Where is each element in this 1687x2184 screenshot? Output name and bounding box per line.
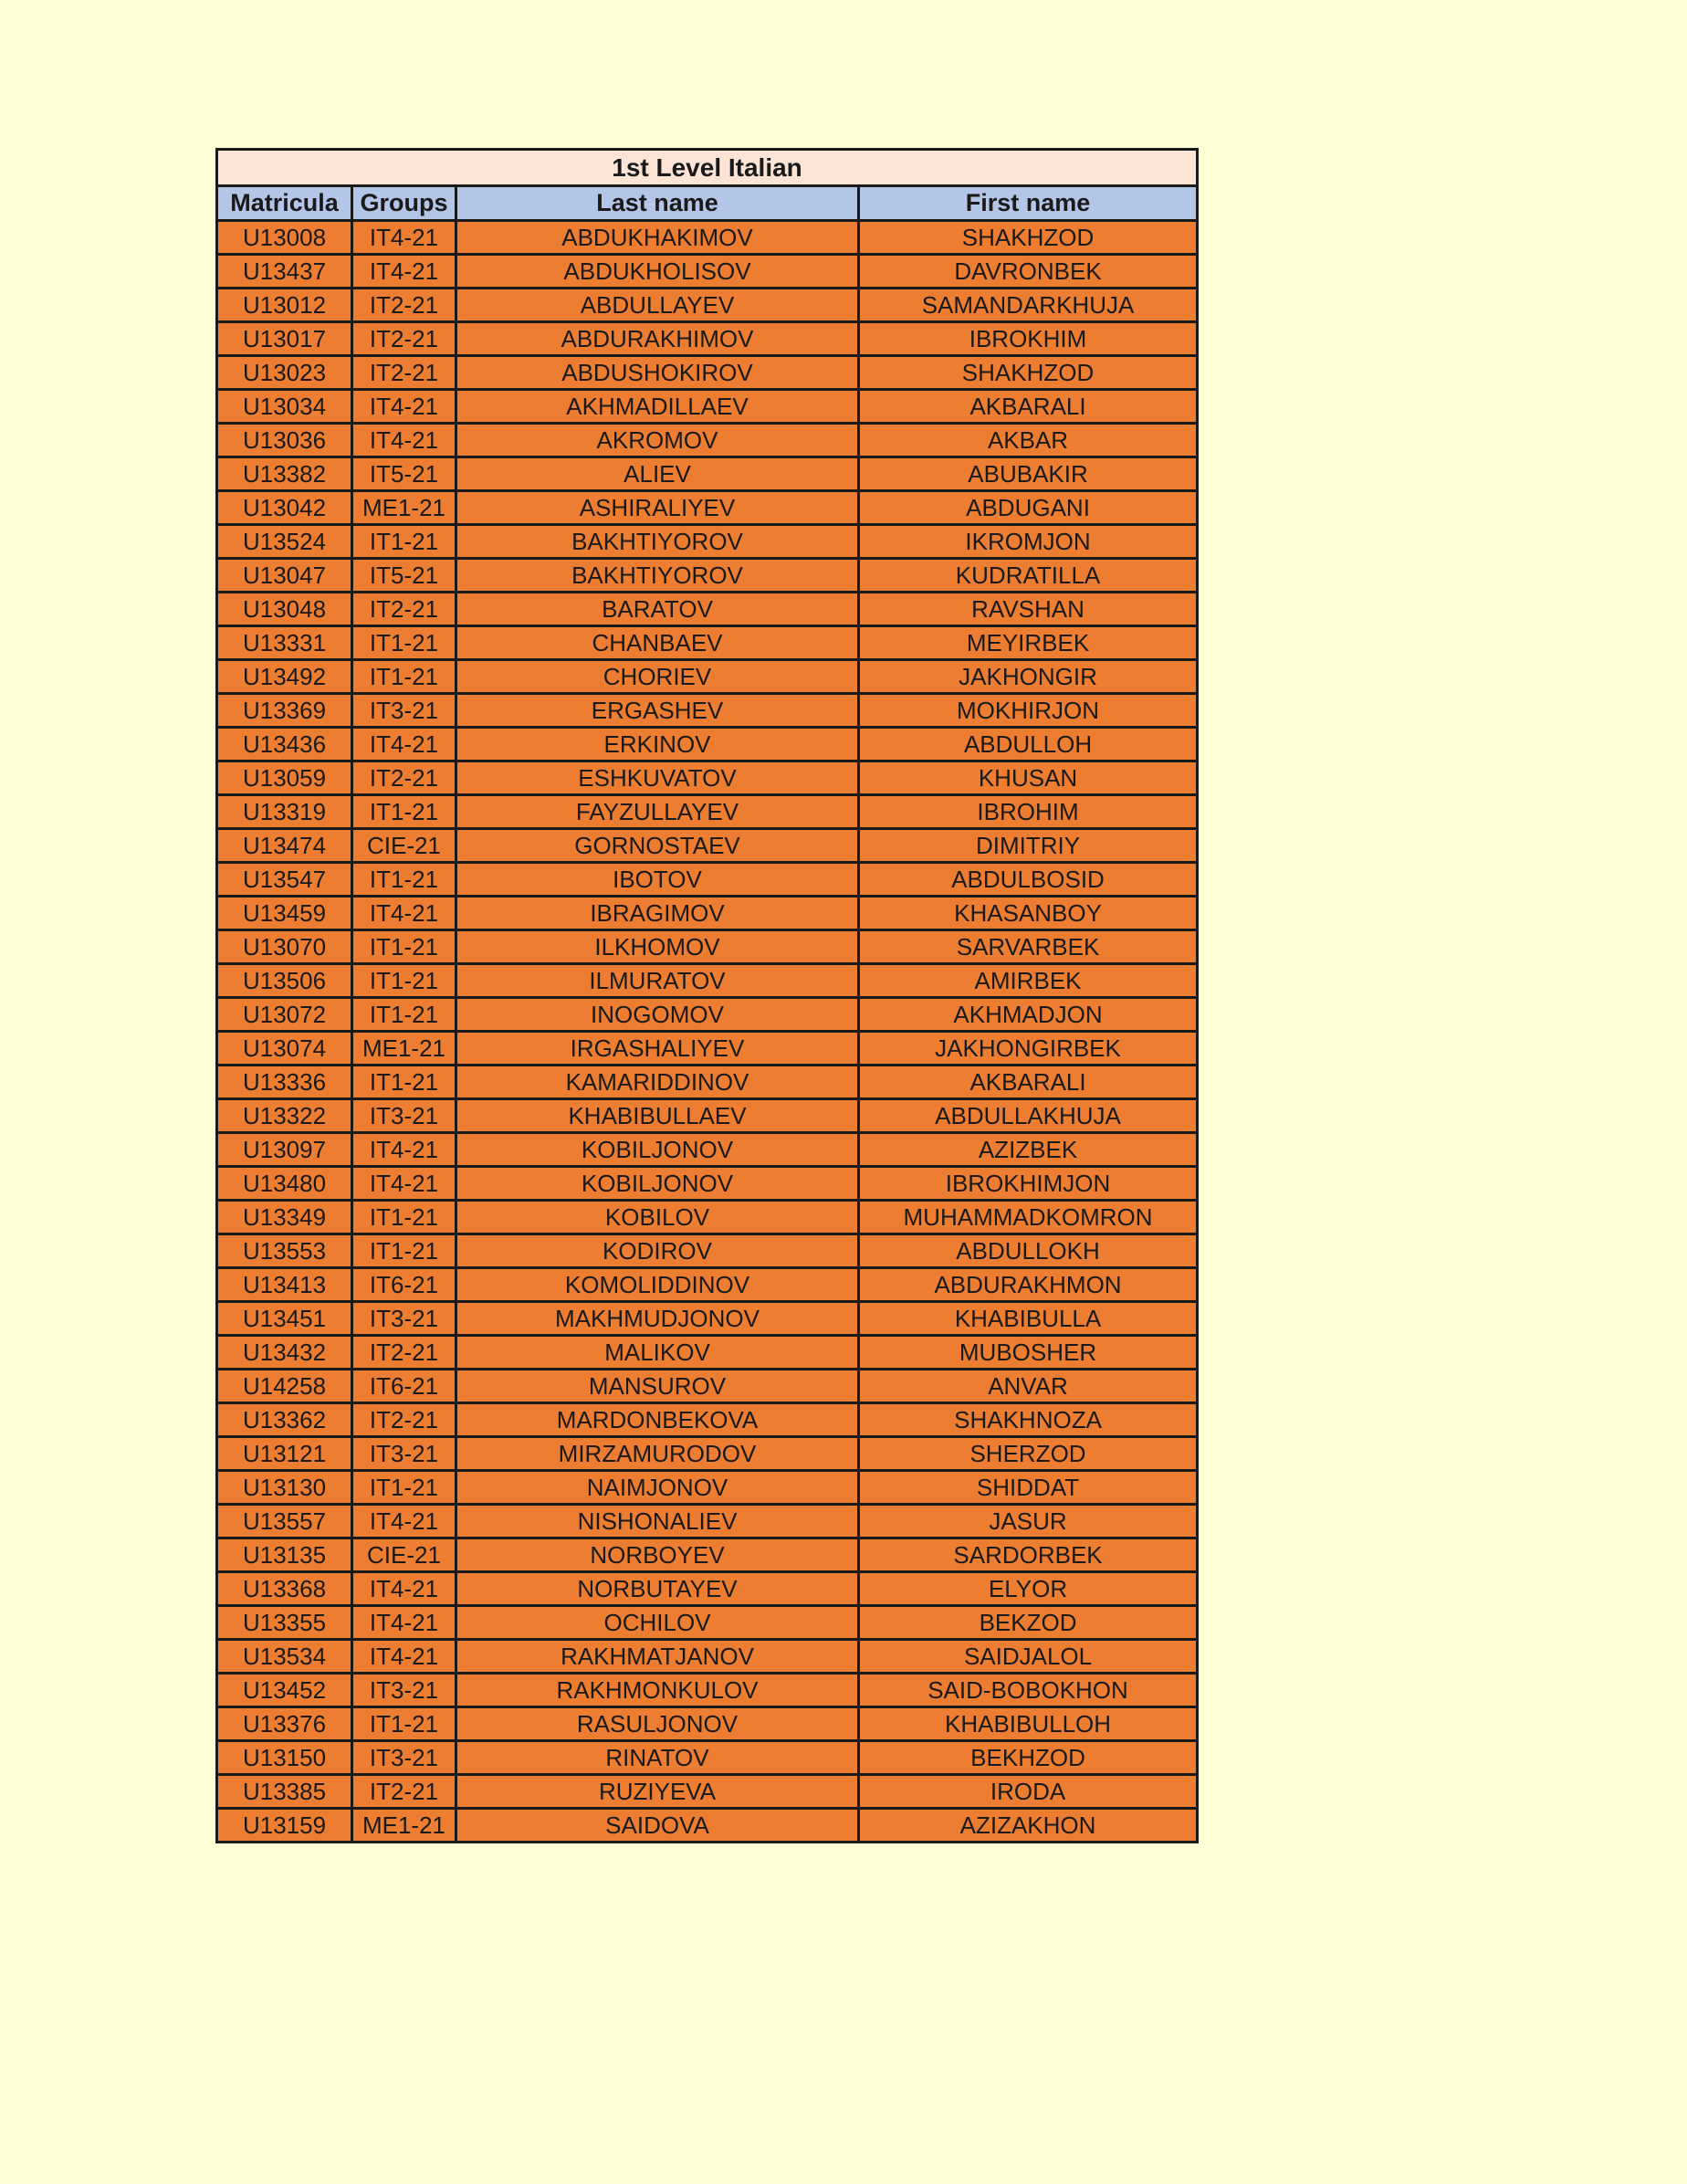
first-name-cell: IBROKHIM <box>859 322 1198 356</box>
table-row <box>217 1201 1198 1234</box>
first-name-cell: IKROMJON <box>859 525 1198 559</box>
group-cell: CIE-21 <box>352 1538 456 1572</box>
last-name-cell: ALIEV <box>456 457 859 491</box>
group-cell: IT3-21 <box>352 1741 456 1775</box>
first-name-cell: JASUR <box>859 1505 1198 1538</box>
last-name-cell: KODIROV <box>456 1234 859 1268</box>
table-row <box>217 1775 1198 1809</box>
table-row <box>217 289 1198 322</box>
table-row <box>217 1640 1198 1674</box>
group-cell: IT4-21 <box>352 897 456 930</box>
matricula-cell: U13436 <box>217 728 352 761</box>
matricula-cell: U13557 <box>217 1505 352 1538</box>
first-name-cell: SHIDDAT <box>859 1471 1198 1505</box>
last-name-cell: KOBILJONOV <box>456 1133 859 1167</box>
matricula-cell: U13012 <box>217 289 352 322</box>
last-name-cell: ILKHOMOV <box>456 930 859 964</box>
group-cell: IT1-21 <box>352 1201 456 1234</box>
first-name-cell: KHABIBULLA <box>859 1302 1198 1336</box>
group-cell: IT4-21 <box>352 255 456 289</box>
first-name-cell: ABDULLOH <box>859 728 1198 761</box>
last-name-cell: GORNOSTAEV <box>456 829 859 863</box>
first-name-cell: ABDUGANI <box>859 491 1198 525</box>
group-cell: IT4-21 <box>352 1133 456 1167</box>
first-name-cell: ABUBAKIR <box>859 457 1198 491</box>
table-row <box>217 1099 1198 1133</box>
last-name-cell: NAIMJONOV <box>456 1471 859 1505</box>
first-name-cell: IBROHIM <box>859 795 1198 829</box>
matricula-cell: U13042 <box>217 491 352 525</box>
table-row <box>217 930 1198 964</box>
column-header-groups: Groups <box>352 186 456 221</box>
last-name-cell: MALIKOV <box>456 1336 859 1370</box>
first-name-cell: BEKZOD <box>859 1606 1198 1640</box>
last-name-cell: ABDULLAYEV <box>456 289 859 322</box>
table-row <box>217 1133 1198 1167</box>
student-table <box>215 148 1199 1843</box>
matricula-cell: U13047 <box>217 559 352 593</box>
table-row <box>217 1268 1198 1302</box>
first-name-cell: AKBAR <box>859 424 1198 457</box>
group-cell: IT4-21 <box>352 1505 456 1538</box>
last-name-cell: AKHMADILLAEV <box>456 390 859 424</box>
group-cell: IT3-21 <box>352 1674 456 1707</box>
last-name-cell: IBRAGIMOV <box>456 897 859 930</box>
first-name-cell: SHERZOD <box>859 1437 1198 1471</box>
first-name-cell: SHAKHNOZA <box>859 1403 1198 1437</box>
group-cell: IT4-21 <box>352 1640 456 1674</box>
group-cell: IT4-21 <box>352 1572 456 1606</box>
first-name-cell: RAVSHAN <box>859 593 1198 626</box>
first-name-cell: IRODA <box>859 1775 1198 1809</box>
table-row <box>217 424 1198 457</box>
group-cell: IT4-21 <box>352 221 456 255</box>
last-name-cell: OCHILOV <box>456 1606 859 1640</box>
table-header-row <box>217 186 1198 221</box>
table-row <box>217 390 1198 424</box>
group-cell: IT1-21 <box>352 964 456 998</box>
last-name-cell: ABDUSHOKIROV <box>456 356 859 390</box>
column-header-first-name: First name <box>859 186 1198 221</box>
group-cell: IT4-21 <box>352 390 456 424</box>
table-title: 1st Level Italian <box>217 150 1198 186</box>
last-name-cell: RAKHMONKULOV <box>456 1674 859 1707</box>
first-name-cell: AMIRBEK <box>859 964 1198 998</box>
first-name-cell: SAMANDARKHUJA <box>859 289 1198 322</box>
first-name-cell: SAIDJALOL <box>859 1640 1198 1674</box>
group-cell: IT3-21 <box>352 1437 456 1471</box>
last-name-cell: SAIDOVA <box>456 1809 859 1843</box>
table-row <box>217 356 1198 390</box>
group-cell: IT2-21 <box>352 356 456 390</box>
last-name-cell: RUZIYEVA <box>456 1775 859 1809</box>
first-name-cell: AKBARALI <box>859 1066 1198 1099</box>
last-name-cell: ESHKUVATOV <box>456 761 859 795</box>
group-cell: IT1-21 <box>352 863 456 897</box>
last-name-cell: CHANBAEV <box>456 626 859 660</box>
first-name-cell: SARDORBEK <box>859 1538 1198 1572</box>
table-row <box>217 1437 1198 1471</box>
group-cell: IT1-21 <box>352 1234 456 1268</box>
matricula-cell: U13074 <box>217 1032 352 1066</box>
first-name-cell: ABDULLAKHUJA <box>859 1099 1198 1133</box>
matricula-cell: U13322 <box>217 1099 352 1133</box>
first-name-cell: KUDRATILLA <box>859 559 1198 593</box>
matricula-cell: U13121 <box>217 1437 352 1471</box>
first-name-cell: AKHMADJON <box>859 998 1198 1032</box>
first-name-cell: SAID-BOBOKHON <box>859 1674 1198 1707</box>
first-name-cell: JAKHONGIRBEK <box>859 1032 1198 1066</box>
matricula-cell: U13034 <box>217 390 352 424</box>
matricula-cell: U13349 <box>217 1201 352 1234</box>
matricula-cell: U13451 <box>217 1302 352 1336</box>
last-name-cell: ERGASHEV <box>456 694 859 728</box>
last-name-cell: NORBOYEV <box>456 1538 859 1572</box>
matricula-cell: U13036 <box>217 424 352 457</box>
table-row <box>217 1234 1198 1268</box>
table-row <box>217 1403 1198 1437</box>
table-row <box>217 1809 1198 1843</box>
group-cell: IT4-21 <box>352 424 456 457</box>
first-name-cell: AZIZAKHON <box>859 1809 1198 1843</box>
first-name-cell: JAKHONGIR <box>859 660 1198 694</box>
table-row <box>217 1302 1198 1336</box>
last-name-cell: RASULJONOV <box>456 1707 859 1741</box>
group-cell: IT4-21 <box>352 728 456 761</box>
group-cell: IT2-21 <box>352 1336 456 1370</box>
table-row <box>217 1572 1198 1606</box>
matricula-cell: U13385 <box>217 1775 352 1809</box>
last-name-cell: RINATOV <box>456 1741 859 1775</box>
matricula-cell: U13369 <box>217 694 352 728</box>
group-cell: IT2-21 <box>352 593 456 626</box>
table-row <box>217 998 1198 1032</box>
table-body <box>217 221 1198 1843</box>
matricula-cell: U13553 <box>217 1234 352 1268</box>
column-header-last-name: Last name <box>456 186 859 221</box>
matricula-cell: U13547 <box>217 863 352 897</box>
table-row <box>217 897 1198 930</box>
table-title-row <box>217 150 1198 186</box>
table-row <box>217 491 1198 525</box>
table-row <box>217 1674 1198 1707</box>
group-cell: IT4-21 <box>352 1606 456 1640</box>
last-name-cell: MANSUROV <box>456 1370 859 1403</box>
group-cell: IT2-21 <box>352 289 456 322</box>
column-header-matricula: Matricula <box>217 186 352 221</box>
first-name-cell: KHABIBULLOH <box>859 1707 1198 1741</box>
table-row <box>217 795 1198 829</box>
matricula-cell: U13437 <box>217 255 352 289</box>
table-row <box>217 1032 1198 1066</box>
matricula-cell: U13474 <box>217 829 352 863</box>
group-cell: IT6-21 <box>352 1370 456 1403</box>
matricula-cell: U13319 <box>217 795 352 829</box>
first-name-cell: SARVARBEK <box>859 930 1198 964</box>
table-row <box>217 1066 1198 1099</box>
last-name-cell: MARDONBEKOVA <box>456 1403 859 1437</box>
matricula-cell: U13023 <box>217 356 352 390</box>
last-name-cell: IBOTOV <box>456 863 859 897</box>
table-row <box>217 964 1198 998</box>
group-cell: IT1-21 <box>352 1066 456 1099</box>
last-name-cell: NORBUTAYEV <box>456 1572 859 1606</box>
group-cell: IT1-21 <box>352 998 456 1032</box>
last-name-cell: KOBILJONOV <box>456 1167 859 1201</box>
table-row <box>217 1167 1198 1201</box>
matricula-cell: U13355 <box>217 1606 352 1640</box>
last-name-cell: KHABIBULLAEV <box>456 1099 859 1133</box>
matricula-cell: U13059 <box>217 761 352 795</box>
table-row <box>217 1538 1198 1572</box>
last-name-cell: KOMOLIDDINOV <box>456 1268 859 1302</box>
table-row <box>217 626 1198 660</box>
last-name-cell: BAKHTIYOROV <box>456 525 859 559</box>
group-cell: IT1-21 <box>352 626 456 660</box>
table-row <box>217 863 1198 897</box>
last-name-cell: ASHIRALIYEV <box>456 491 859 525</box>
last-name-cell: BARATOV <box>456 593 859 626</box>
matricula-cell: U13362 <box>217 1403 352 1437</box>
matricula-cell: U13382 <box>217 457 352 491</box>
group-cell: IT2-21 <box>352 1403 456 1437</box>
matricula-cell: U13534 <box>217 1640 352 1674</box>
last-name-cell: MAKHMUDJONOV <box>456 1302 859 1336</box>
last-name-cell: ABDURAKHIMOV <box>456 322 859 356</box>
first-name-cell: BEKHZOD <box>859 1741 1198 1775</box>
matricula-cell: U13368 <box>217 1572 352 1606</box>
matricula-cell: U13452 <box>217 1674 352 1707</box>
matricula-cell: U13524 <box>217 525 352 559</box>
table-row <box>217 660 1198 694</box>
table-row <box>217 1741 1198 1775</box>
matricula-cell: U13413 <box>217 1268 352 1302</box>
group-cell: IT1-21 <box>352 930 456 964</box>
first-name-cell: KHUSAN <box>859 761 1198 795</box>
last-name-cell: CHORIEV <box>456 660 859 694</box>
matricula-cell: U13459 <box>217 897 352 930</box>
last-name-cell: ERKINOV <box>456 728 859 761</box>
last-name-cell: ABDUKHAKIMOV <box>456 221 859 255</box>
matricula-cell: U13135 <box>217 1538 352 1572</box>
group-cell: IT3-21 <box>352 1099 456 1133</box>
group-cell: IT6-21 <box>352 1268 456 1302</box>
group-cell: ME1-21 <box>352 491 456 525</box>
group-cell: IT3-21 <box>352 694 456 728</box>
last-name-cell: ILMURATOV <box>456 964 859 998</box>
last-name-cell: KAMARIDDINOV <box>456 1066 859 1099</box>
table-row <box>217 1707 1198 1741</box>
first-name-cell: KHASANBOY <box>859 897 1198 930</box>
group-cell: IT1-21 <box>352 795 456 829</box>
first-name-cell: MUHAMMADKOMRON <box>859 1201 1198 1234</box>
first-name-cell: ABDULBOSID <box>859 863 1198 897</box>
first-name-cell: ABDULLOKH <box>859 1234 1198 1268</box>
matricula-cell: U13072 <box>217 998 352 1032</box>
last-name-cell: NISHONALIEV <box>456 1505 859 1538</box>
last-name-cell: FAYZULLAYEV <box>456 795 859 829</box>
last-name-cell: MIRZAMURODOV <box>456 1437 859 1471</box>
group-cell: CIE-21 <box>352 829 456 863</box>
matricula-cell: U13150 <box>217 1741 352 1775</box>
matricula-cell: U13017 <box>217 322 352 356</box>
table-row <box>217 1370 1198 1403</box>
group-cell: IT1-21 <box>352 660 456 694</box>
matricula-cell: U13506 <box>217 964 352 998</box>
last-name-cell: AKROMOV <box>456 424 859 457</box>
table-row <box>217 1471 1198 1505</box>
first-name-cell: DIMITRIY <box>859 829 1198 863</box>
first-name-cell: IBROKHIMJON <box>859 1167 1198 1201</box>
matricula-cell: U13331 <box>217 626 352 660</box>
matricula-cell: U13376 <box>217 1707 352 1741</box>
first-name-cell: ABDURAKHMON <box>859 1268 1198 1302</box>
group-cell: IT2-21 <box>352 1775 456 1809</box>
last-name-cell: INOGOMOV <box>456 998 859 1032</box>
first-name-cell: MOKHIRJON <box>859 694 1198 728</box>
first-name-cell: DAVRONBEK <box>859 255 1198 289</box>
matricula-cell: U13159 <box>217 1809 352 1843</box>
table-row <box>217 1336 1198 1370</box>
group-cell: ME1-21 <box>352 1032 456 1066</box>
group-cell: IT2-21 <box>352 761 456 795</box>
matricula-cell: U13008 <box>217 221 352 255</box>
matricula-cell: U13130 <box>217 1471 352 1505</box>
table-row <box>217 1606 1198 1640</box>
last-name-cell: ABDUKHOLISOV <box>456 255 859 289</box>
group-cell: ME1-21 <box>352 1809 456 1843</box>
first-name-cell: ANVAR <box>859 1370 1198 1403</box>
first-name-cell: AKBARALI <box>859 390 1198 424</box>
group-cell: IT2-21 <box>352 322 456 356</box>
matricula-cell: U13070 <box>217 930 352 964</box>
first-name-cell: MEYIRBEK <box>859 626 1198 660</box>
matricula-cell: U14258 <box>217 1370 352 1403</box>
table-row <box>217 829 1198 863</box>
table-row <box>217 457 1198 491</box>
table-row <box>217 593 1198 626</box>
first-name-cell: ELYOR <box>859 1572 1198 1606</box>
table-row <box>217 221 1198 255</box>
matricula-cell: U13097 <box>217 1133 352 1167</box>
group-cell: IT5-21 <box>352 457 456 491</box>
matricula-cell: U13432 <box>217 1336 352 1370</box>
matricula-cell: U13336 <box>217 1066 352 1099</box>
table-row <box>217 694 1198 728</box>
table-row <box>217 728 1198 761</box>
table-row <box>217 255 1198 289</box>
table-row <box>217 525 1198 559</box>
last-name-cell: IRGASHALIYEV <box>456 1032 859 1066</box>
table-row <box>217 761 1198 795</box>
last-name-cell: BAKHTIYOROV <box>456 559 859 593</box>
group-cell: IT1-21 <box>352 1471 456 1505</box>
table-row <box>217 1505 1198 1538</box>
matricula-cell: U13048 <box>217 593 352 626</box>
group-cell: IT4-21 <box>352 1167 456 1201</box>
table-row <box>217 322 1198 356</box>
first-name-cell: AZIZBEK <box>859 1133 1198 1167</box>
group-cell: IT1-21 <box>352 525 456 559</box>
group-cell: IT1-21 <box>352 1707 456 1741</box>
last-name-cell: RAKHMATJANOV <box>456 1640 859 1674</box>
first-name-cell: SHAKHZOD <box>859 356 1198 390</box>
group-cell: IT3-21 <box>352 1302 456 1336</box>
last-name-cell: KOBILOV <box>456 1201 859 1234</box>
group-cell: IT5-21 <box>352 559 456 593</box>
matricula-cell: U13492 <box>217 660 352 694</box>
first-name-cell: SHAKHZOD <box>859 221 1198 255</box>
matricula-cell: U13480 <box>217 1167 352 1201</box>
first-name-cell: MUBOSHER <box>859 1336 1198 1370</box>
table-row <box>217 559 1198 593</box>
